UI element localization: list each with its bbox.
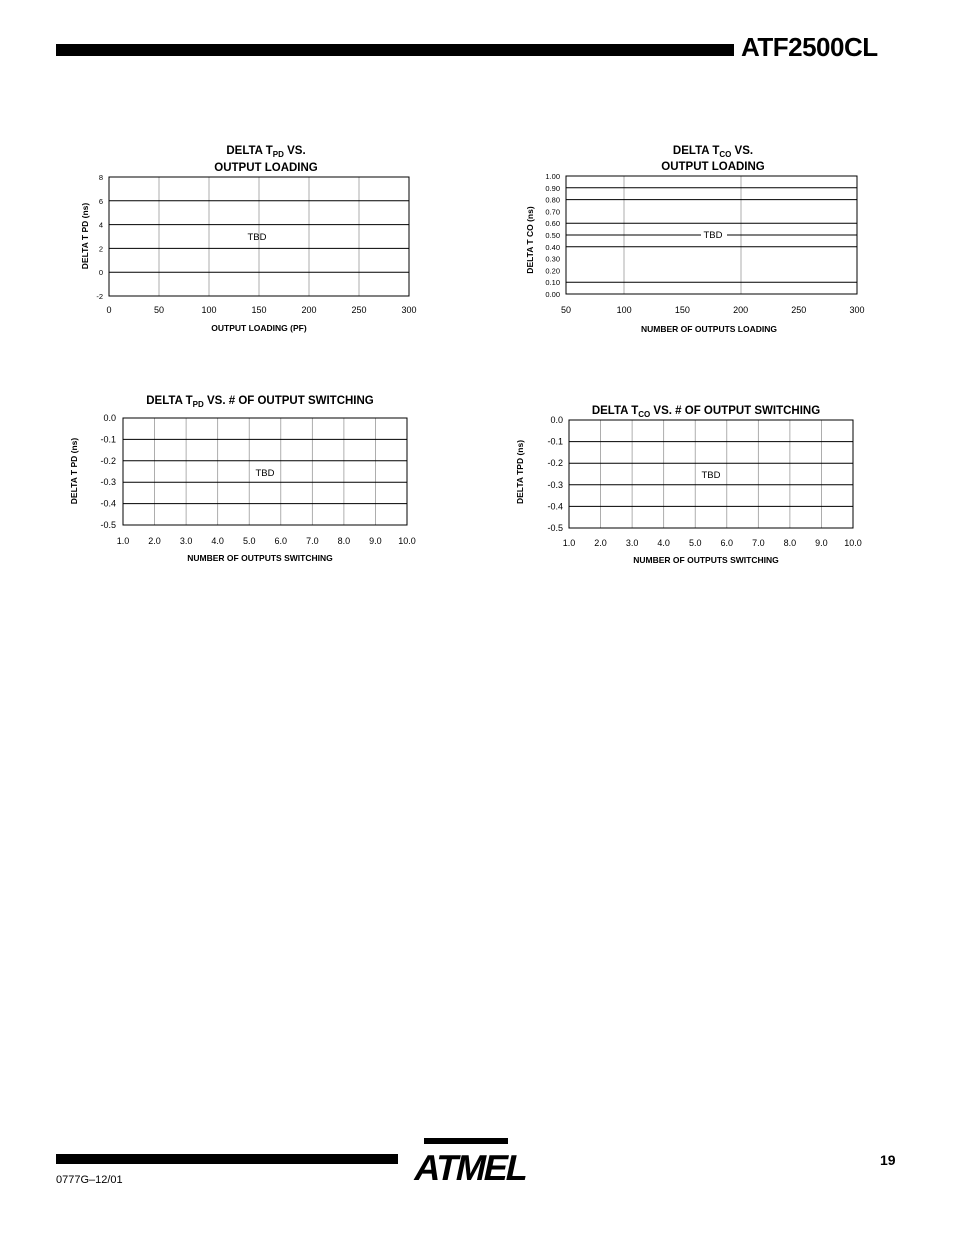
y-axis-label: DELTA T PD (ns) (69, 437, 79, 505)
x-tick-label: 1.0 (562, 538, 576, 548)
x-tick-label: 8.0 (783, 538, 797, 548)
y-tick-label: -0.2 (100, 455, 116, 466)
y-tick-label: 0.60 (545, 219, 560, 229)
y-tick-label: 0.10 (545, 278, 560, 288)
y-tick-label: 0.20 (545, 266, 560, 276)
y-tick-label: 0.70 (545, 207, 560, 217)
header-rule (56, 44, 734, 56)
x-tick-label: 7.0 (306, 536, 319, 546)
chart-note-tbd: TBD (247, 232, 267, 243)
x-tick-label: 6.0 (720, 538, 734, 548)
x-tick-label: 9.0 (815, 538, 828, 548)
x-tick-label: 200 (733, 305, 749, 315)
y-tick-label: 1.00 (545, 172, 560, 181)
y-tick-label: 0.40 (545, 242, 560, 252)
y-tick-label: -0.2 (547, 458, 563, 469)
page-number: 19 (880, 1152, 896, 1168)
y-tick-label: 0.30 (545, 254, 560, 264)
y-axis-label: DELTA T CO (ns) (525, 206, 535, 274)
chart-note-tbd: TBD (703, 230, 723, 241)
y-tick-label: -0.4 (100, 498, 116, 509)
footer-rule (56, 1154, 398, 1164)
y-tick-label: 0.80 (545, 195, 560, 205)
plot-frame (123, 418, 407, 525)
y-tick-label: 8 (98, 173, 103, 182)
x-tick-label: 8.0 (337, 536, 351, 546)
y-tick-label: -2 (96, 292, 103, 301)
y-tick-label: 0.00 (545, 290, 560, 299)
x-tick-label: 100 (616, 305, 632, 315)
x-tick-label: 50 (153, 305, 165, 315)
chart-note-tbd: TBD (255, 468, 275, 479)
y-tick-label: -0.3 (100, 477, 116, 488)
y-tick-label: -0.5 (100, 520, 116, 530)
plot-frame (566, 176, 857, 294)
x-tick-label: 6.0 (274, 536, 288, 546)
x-tick-label: 7.0 (752, 538, 765, 548)
y-tick-label: -0.4 (547, 501, 563, 512)
x-tick-label: 4.0 (657, 538, 670, 548)
x-tick-label: 0 (106, 305, 112, 315)
chart-title: DELTA $T_{PD}$ VS. # OF OUTPUT SWITCHING (146, 395, 374, 409)
y-tick-label: 0.0 (550, 415, 563, 425)
x-tick-label: 250 (791, 305, 807, 315)
y-tick-label: 0.50 (545, 231, 560, 240)
x-tick-label: 2.0 (148, 536, 161, 546)
x-tick-label: 150 (251, 305, 267, 315)
y-tick-label: 0.90 (545, 183, 560, 193)
y-tick-label: -0.1 (100, 434, 116, 445)
chart-title: DELTA $T_{CO}$ VS. (672, 145, 754, 159)
y-tick-label: -0.5 (547, 523, 563, 533)
x-tick-label: 150 (674, 305, 690, 315)
x-axis-label: NUMBER OF OUTPUTS LOADING (641, 324, 777, 334)
y-axis-label: DELTA T PD (ns) (80, 202, 90, 270)
y-tick-label: 6 (98, 196, 103, 206)
x-tick-label: 3.0 (625, 538, 639, 548)
document-title: ATF2500CL (741, 32, 878, 62)
y-tick-label: 2 (98, 244, 103, 254)
chart-title-line2: OUTPUT LOADING (214, 162, 318, 174)
y-tick-label: -0.3 (547, 479, 563, 490)
x-tick-label: 10.0 (844, 538, 862, 548)
x-tick-label: 250 (351, 305, 367, 315)
chart-title: DELTA $T_{PD}$ VS. (226, 145, 306, 159)
svg-text:ATMEL: ATMEL (410, 1147, 531, 1188)
y-tick-label: 4 (98, 220, 103, 230)
x-axis-label: NUMBER OF OUTPUTS SWITCHING (633, 555, 779, 565)
x-tick-label: 300 (401, 305, 417, 315)
x-tick-label: 5.0 (242, 536, 256, 546)
document-code: 0777G–12/01 (56, 1174, 123, 1186)
atmel-logo (410, 1136, 531, 1188)
y-tick-label: 0.0 (103, 413, 116, 423)
x-tick-label: 1.0 (116, 536, 130, 546)
chart-title-line2: OUTPUT LOADING (661, 161, 765, 173)
x-tick-label: 5.0 (688, 538, 702, 548)
plot-frame (109, 177, 409, 296)
x-tick-label: 200 (301, 305, 317, 315)
chart-title: DELTA $T_{CO}$ VS. # OF OUTPUT SWITCHING (591, 405, 821, 419)
x-tick-label: 300 (849, 305, 865, 315)
x-axis-label: OUTPUT LOADING (PF) (211, 323, 307, 333)
x-tick-label: 3.0 (179, 536, 193, 546)
chart-note-tbd: TBD (701, 470, 721, 481)
x-tick-label: 10.0 (398, 536, 416, 546)
x-tick-label: 100 (201, 305, 217, 315)
x-tick-label: 4.0 (211, 536, 224, 546)
x-axis-label: NUMBER OF OUTPUTS SWITCHING (187, 553, 333, 563)
x-tick-label: 50 (560, 305, 572, 315)
x-tick-label: 9.0 (369, 536, 382, 546)
plot-frame (569, 420, 853, 528)
x-tick-label: 2.0 (594, 538, 607, 548)
y-tick-label: 0 (98, 268, 103, 278)
y-axis-label: DELTA TPD (ns) (515, 439, 525, 505)
y-tick-label: -0.1 (547, 436, 563, 447)
